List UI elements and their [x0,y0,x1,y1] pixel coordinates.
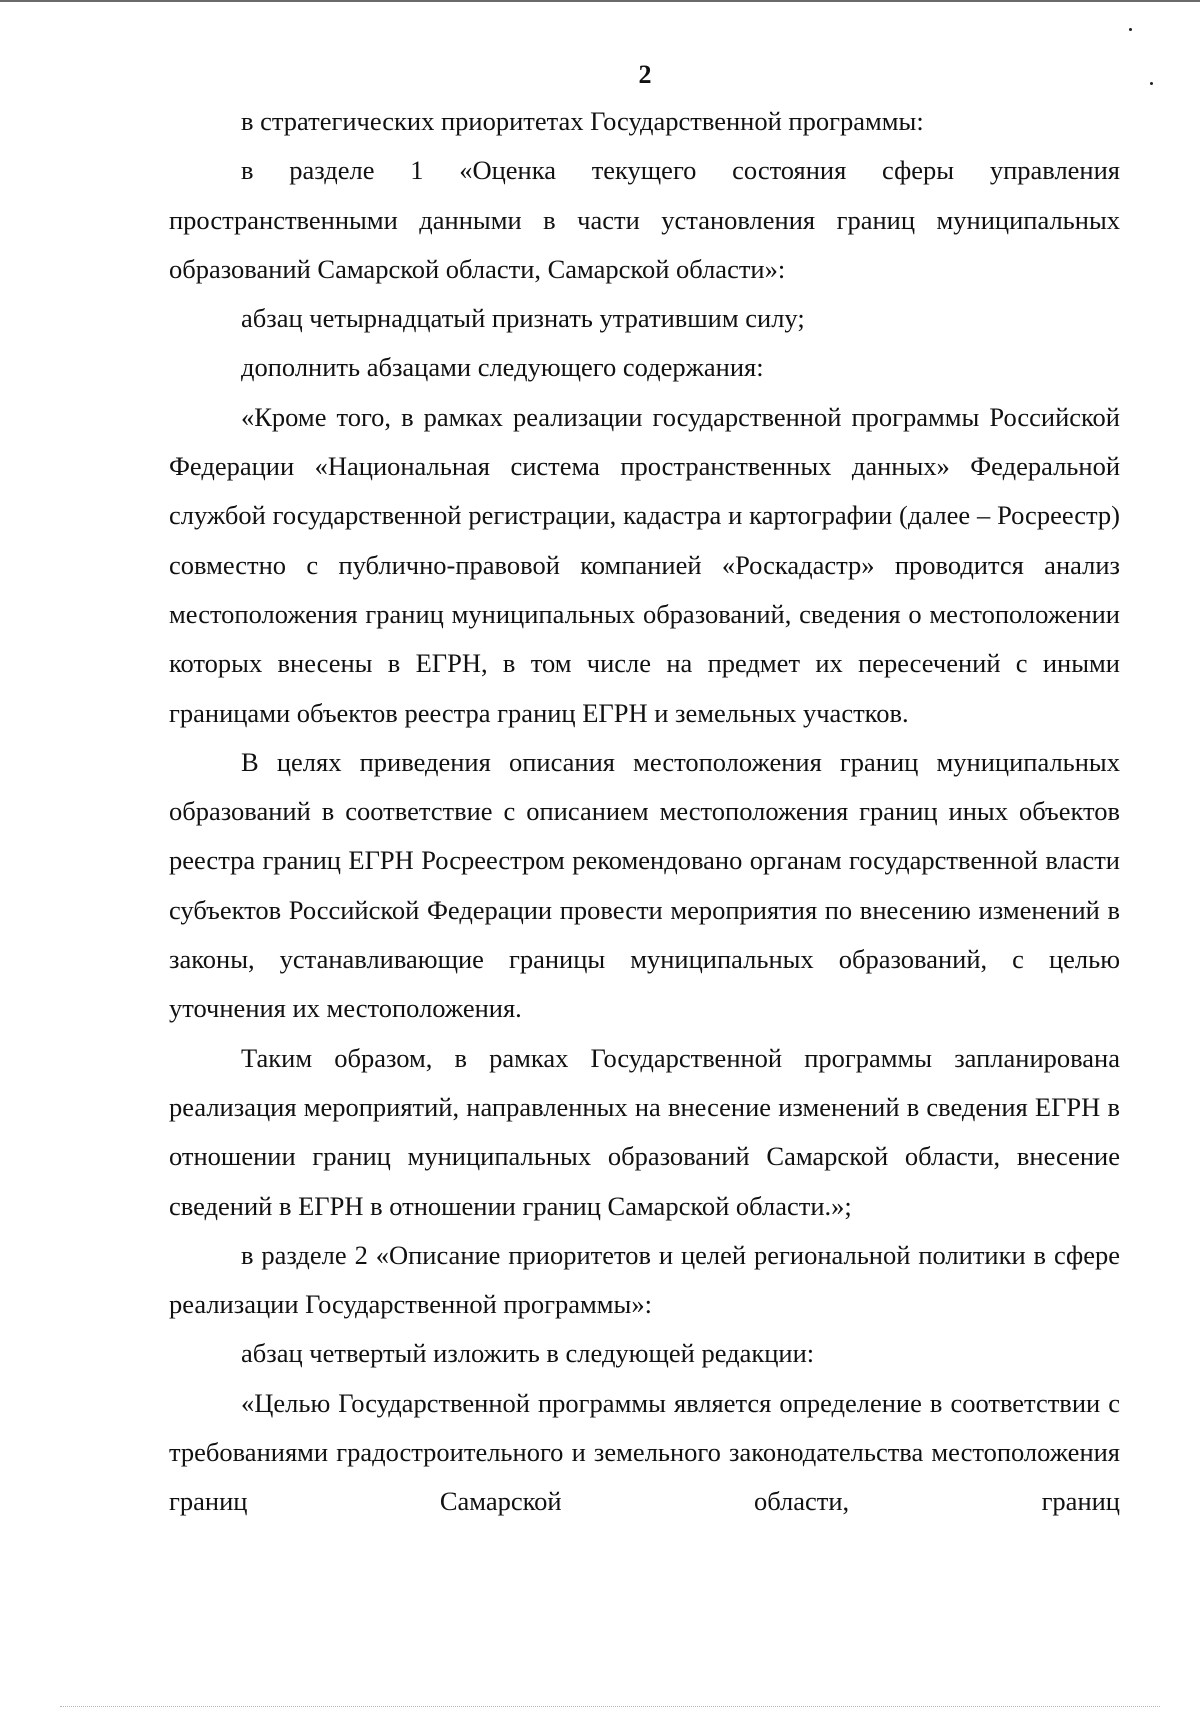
paragraph-section-2: в разделе 2 «Описание приоритетов и целей региональной политики в сфере реализации Государственной программы»: [169,1239,1120,1320]
paragraph-strategic-priorities: в стратегических приоритетах Государственной программы: [241,106,924,136]
scan-speck [1129,28,1132,31]
page-number: 2 [638,60,652,89]
scan-edge-line [0,0,1200,2]
paragraph-abzac-4: абзац четвертый изложить в следующей редакции: [241,1338,815,1369]
scan-bottom-edge [60,1706,1160,1708]
paragraph-planned-measures: Таким образом, в рамках Государственной программы запланирована реализация мероприятий, направленных на внесение изменений в сведения ЕГРН в отношении границ муниципальных образований Самарской области, внесение сведений в ЕГРН в отношении границ Самарской области.»; [169,1042,1120,1221]
paragraph-supplement: дополнить абзацами следующего содержания: [241,352,764,383]
document-body [169,97,1120,1527]
paragraph-boundaries-alignment: В целях приведения описания местоположения границ муниципальных образований в соответствие с описанием местоположения границ иных объектов реестра границ ЕГРН Росреестром рекомендовано органам государственной власти субъектов Российской Федерации провести мероприятия по внесению изменений в законы, устанавливающие границы муниципальных образований, с целью уточнения их местоположения. [169,746,1120,1024]
paragraph-section-1: в разделе 1 «Оценка текущего состояния сферы управления пространственными данными в части установления границ муниципальных образований Самарской области, Самарской области»: [169,155,1120,284]
paragraph-rosreestr-analysis: «Кроме того, в рамках реализации государственной программы Российской Федерации «Национальная система пространственных данных» Федеральной службой государственной регистрации, кадастра и картографии (далее – Росреестр) совместно с публично-правовой компанией «Роскадастр» проводится анализ местоположения границ муниципальных образований, сведения о местоположении которых внесены в ЕГРН, в том числе на предмет их пересечений с иными границами объектов реестра границ ЕГРН и земельных участков. [169,401,1120,728]
paragraph-program-goal: «Целью Государственной программы является определение в соответствии с требованиями градостроительного и земельного законодательства местоположения границ Самарской области, границ [169,1387,1120,1517]
paragraph-abzac-14: абзац четырнадцатый признать утратившим силу; [241,303,805,334]
